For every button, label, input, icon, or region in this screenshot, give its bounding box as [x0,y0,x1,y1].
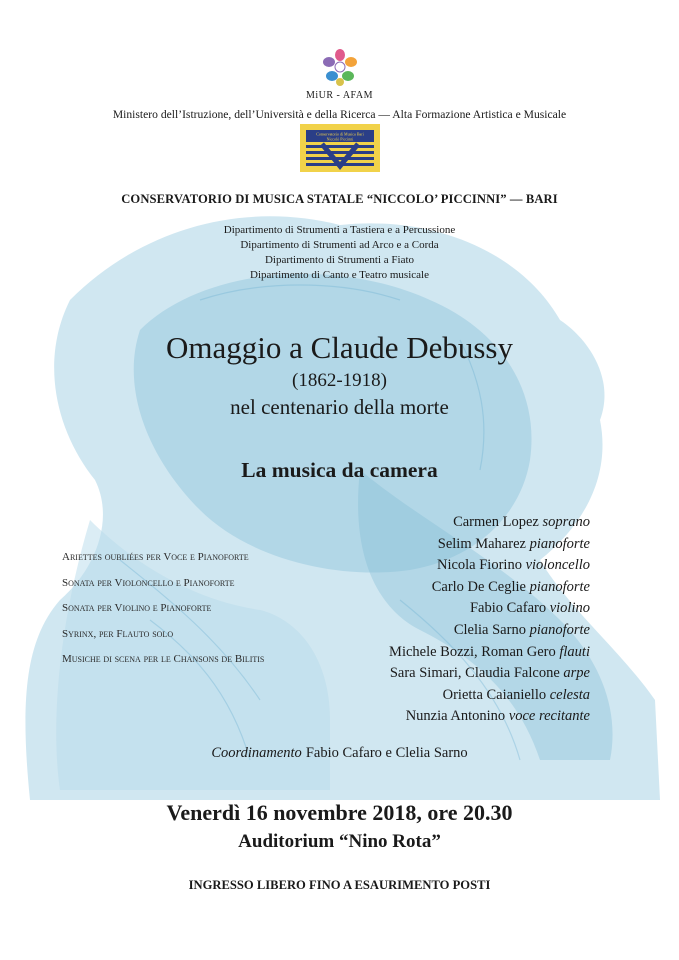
performer-name: Nunzia Antonino [405,708,506,725]
performer-item [260,536,590,558]
performer-name: Sara Simari, Claudia Falcone [389,665,560,682]
performer-name: Fabio Cafaro [469,600,547,617]
performer-name: Clelia Sarno [453,621,526,638]
performer-role: pianoforte [529,578,590,595]
piece-item: Musiche di scena per le Chansons de Bilitis [62,653,265,666]
piece-item: Sonata per Violoncello e Pianoforte [62,576,235,589]
conservatory-logo-name: Conservatorio di Musica Bari [316,131,364,137]
event-subtitle: nel centenario della morte [230,395,449,419]
performers-list [260,514,590,730]
performer-item [260,665,590,687]
performer-name: Nicola Fiorino [436,557,522,574]
department-item: Dipartimento di Strumenti a Tastiera e a Percussione [223,224,456,236]
departments-list [0,223,679,283]
performer-role: arpe [563,665,590,682]
ministry-line: Ministero dell’Istruzione, dell’Università e della Ricerca — Alta Formazione Artistica e Musicale [112,108,567,121]
conservatory-name: CONSERVATORIO DI MUSICA STATALE “NICCOLO’ PICCINNI” — BARI [121,192,558,206]
performer-item [260,557,590,579]
performer-item [260,644,590,666]
miur-logo-text: MiUR - AFAM [306,90,373,101]
piece-item: Ariettes oubliées per Voce e Pianoforte [62,551,249,563]
performer-item [260,687,590,709]
department-item: Dipartimento di Canto e Teatro musicale [250,269,429,281]
event-title: Omaggio a Claude Debussy [166,330,513,365]
coordination-label: Coordinamento [211,745,302,761]
program-section-title: La musica da camera [241,458,438,482]
performer-role: pianoforte [529,621,590,638]
performer-role: flauti [559,643,590,660]
conservatory-logo [300,124,380,172]
performer-item [260,600,590,622]
coordination-names: Fabio Cafaro e Clelia Sarno [305,745,468,761]
performer-role: voce recitante [508,708,590,725]
performer-name: Orietta Caianiello [442,686,547,703]
performer-item [260,622,590,644]
department-item: Dipartimento di Strumenti a Fiato [264,254,415,266]
performer-role: pianoforte [529,535,590,552]
performer-role: celesta [549,686,590,703]
performer-role: violoncello [525,557,590,574]
performer-item [260,514,590,536]
performer-role: soprano [542,514,590,530]
performer-name: Carlo De Ceglie [431,578,526,595]
performer-item [260,579,590,601]
piece-item: Sonata per Violino e Pianoforte [62,602,212,615]
performer-name: Carmen Lopez [453,514,539,530]
performer-item [260,708,590,730]
miur-afam-logo [314,49,366,95]
entry-notice: INGRESSO LIBERO FINO A ESAURIMENTO POSTI [188,878,491,892]
event-date: Venerdì 16 novembre 2018, ore 20.30 [166,800,513,825]
department-item: Dipartimento di Strumenti ad Arco e a Corda [240,239,439,251]
event-venue: Auditorium “Nino Rota” [238,831,441,852]
event-years: (1862-1918) [292,370,387,391]
piece-item: Syrinx, per Flauto solo [62,627,174,640]
performer-name: Selim Maharez [437,535,526,552]
conservatory-logo-subname: Niccolò Piccinni [326,136,354,142]
performer-role: violino [549,600,590,617]
coordination-line [0,745,679,762]
performer-name: Michele Bozzi, Roman Gero [389,643,556,660]
